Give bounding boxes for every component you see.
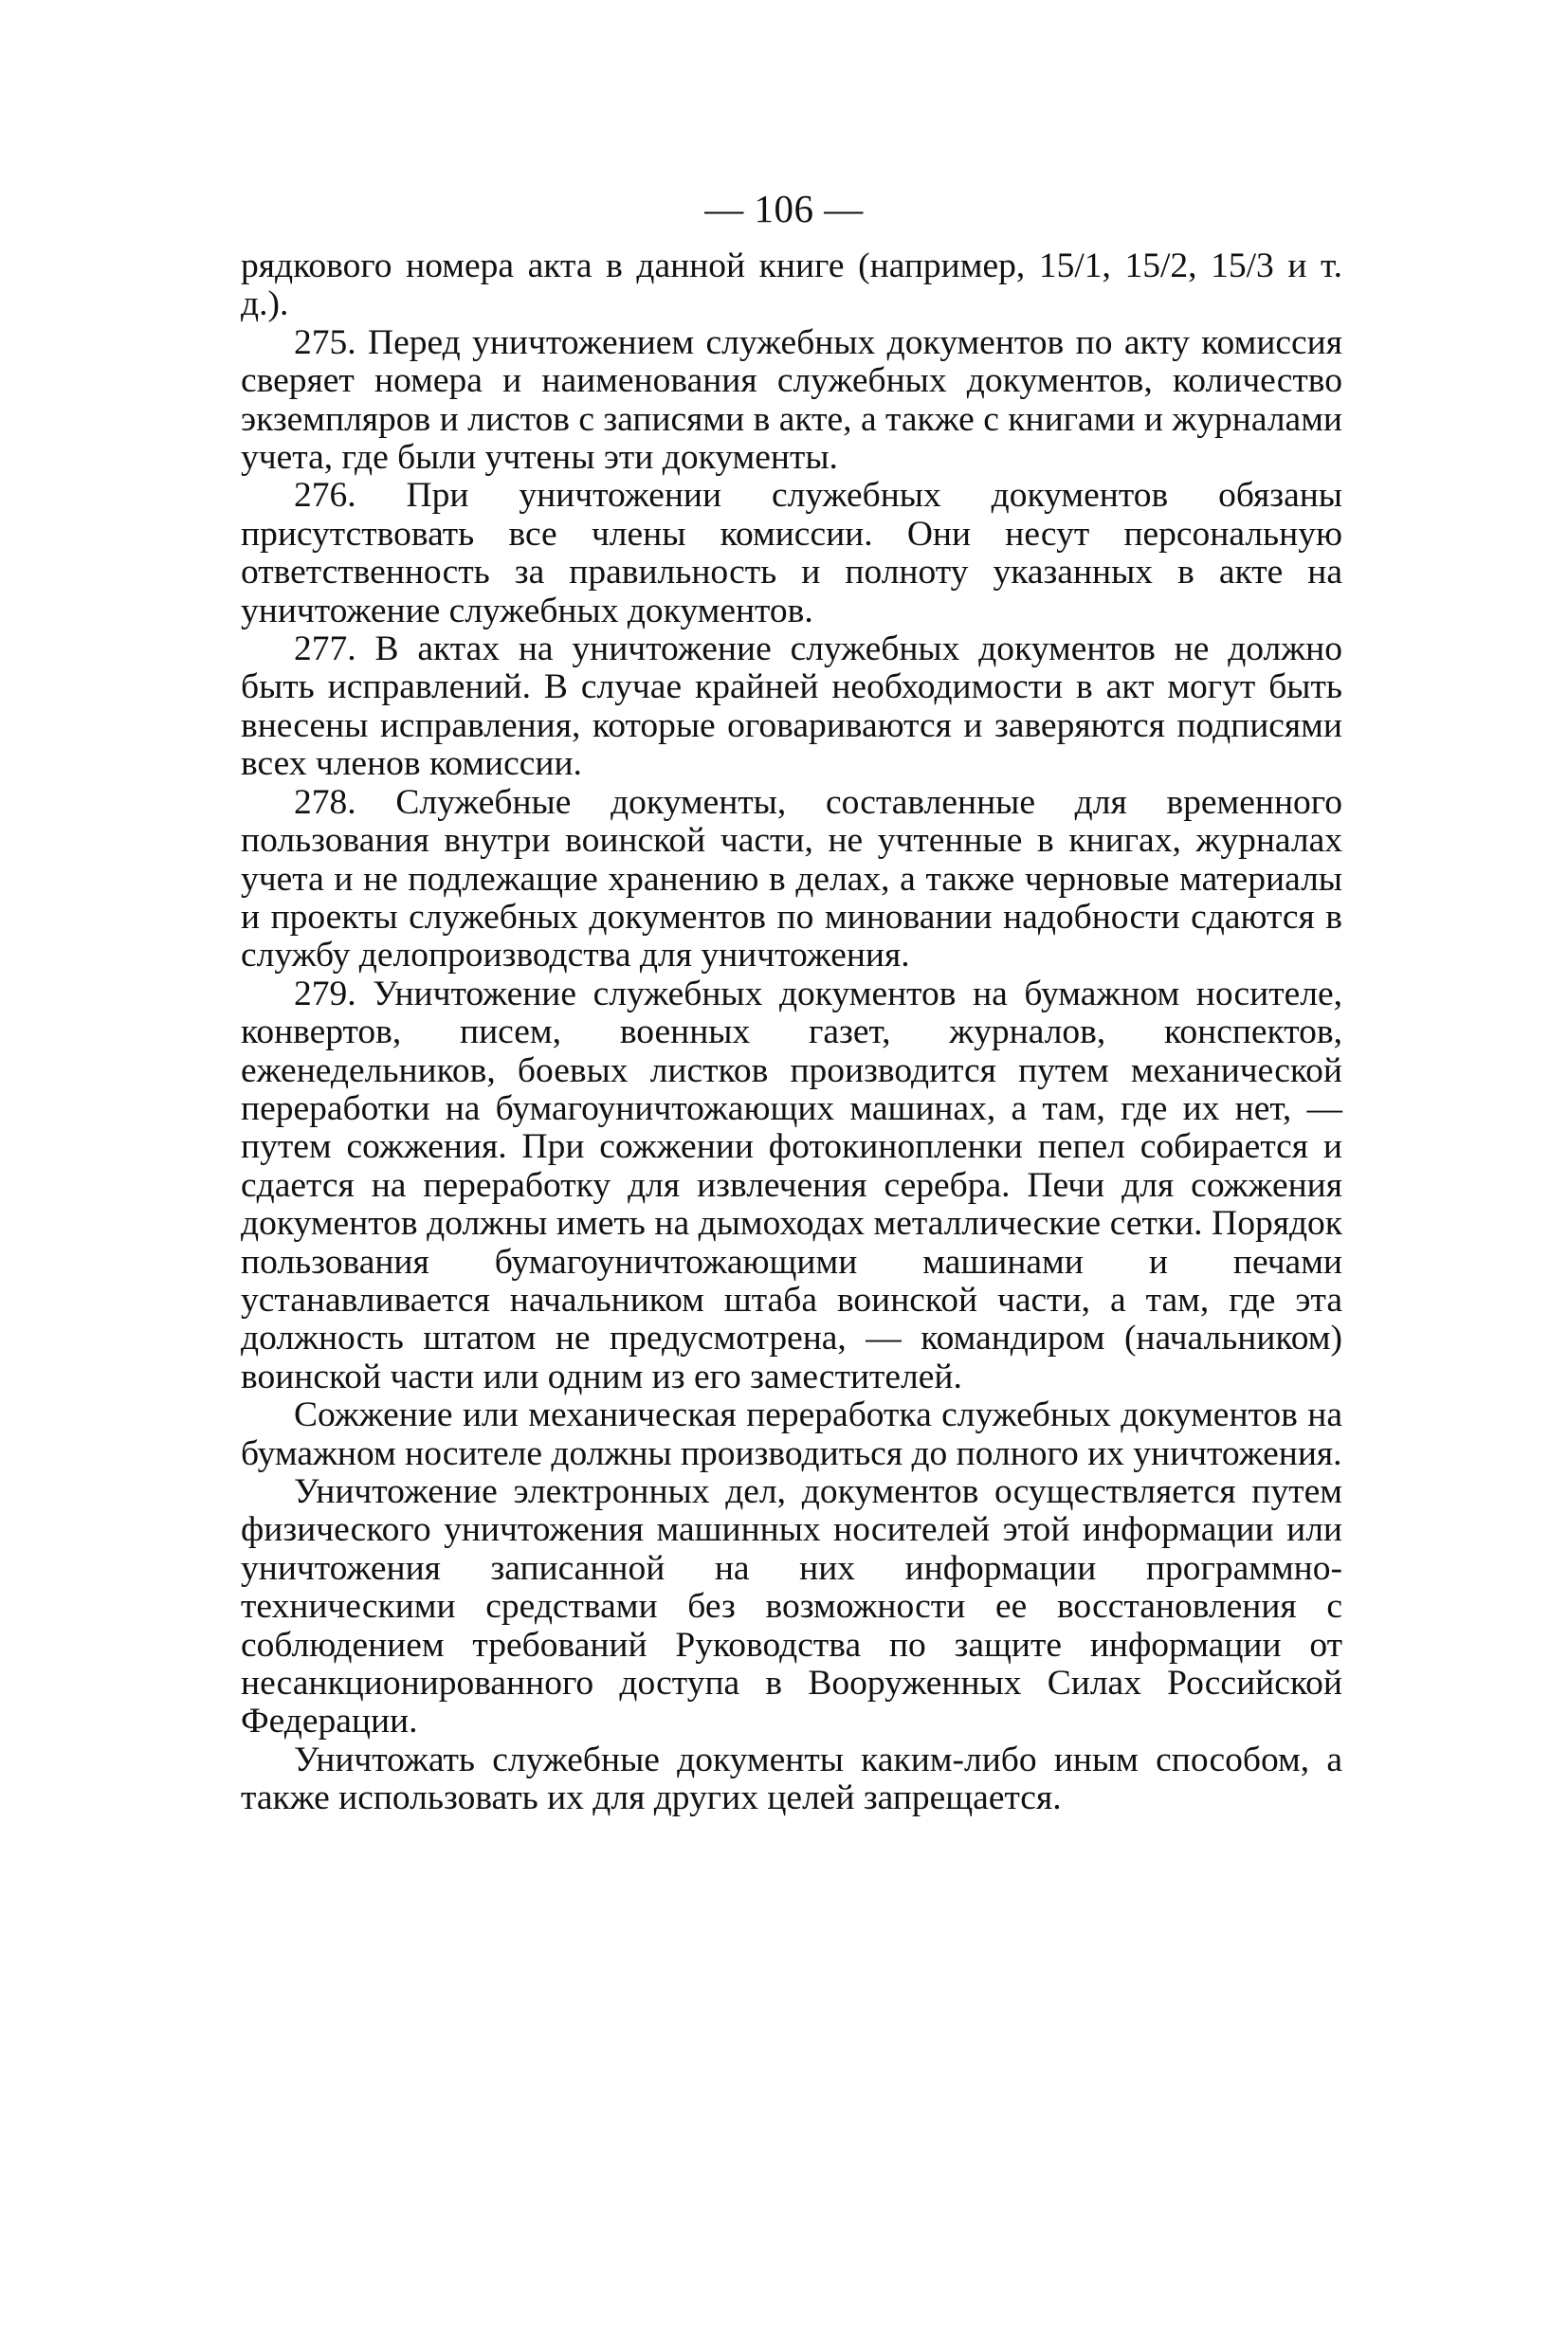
- paragraph-continuation: рядкового номера акта в данной книге (например, 15/1, 15/2, 15/3 и т. д.).: [241, 246, 1342, 324]
- paragraph-electronic: Уничтожение электронных дел, документов осуществляется путем физического уничтожения машинных носителей этой информации или уничтожения записанной на них информации программно-техническими средствами без возможности ее восстановления с соблюдением требований Руководства по защите информации от несанкционированного доступа в Вооруженных Силах Российской Федерации.: [241, 1472, 1342, 1741]
- paragraph-278: 278. Служебные документы, составленные для временного пользования внутри воинской части, не учтенные в книгах, журналах учета и не подлежащие хранению в делах, а также черновые материалы и проекты служебных документов по миновании надобности сдаются в службу делопроизводства для уничтожения.: [241, 782, 1342, 975]
- paragraph-prohibition: Уничтожать служебные документы каким-либо иным способом, а также использовать их для других целей запрещается.: [241, 1740, 1342, 1818]
- paragraph-276: 276. При уничтожении служебных документов обязаны присутствовать все члены комиссии. Они несут персональную ответственность за правильность и полноту указанных в акте на уничтожение служебных документов.: [241, 476, 1342, 630]
- body-text: [241, 247, 1342, 1818]
- page-number: — 106 —: [704, 187, 864, 230]
- paragraph-277: 277. В актах на уничтожение служебных документов не должно быть исправлений. В случае крайней необходимости в акт могут быть внесены исправления, которые оговариваются и заверяются подписями всех членов комиссии.: [241, 629, 1342, 784]
- paragraph-275: 275. Перед уничтожением служебных документов по акту комиссия сверяет номера и наименования служебных документов, количество экземпляров и листов с записями в акте, а также с книгами и журналами учета, где были учтены эти документы.: [241, 322, 1342, 478]
- paragraph-279: 279. Уничтожение служебных документов на бумажном носителе, конвертов, писем, военных газет, журналов, конспектов, еженедельников, боевых листков производится путем механической переработки на бумагоуничтожающих машинах, а там, где их нет, — путем сожжения. При сожжении фотокинопленки пепел собирается и сдается на переработку для извлечения серебра. Печи для сожжения документов должны иметь на дымоходах металлические сетки. Порядок пользования бумагоуничтожающими машинами и печами устанавливается начальником штаба воинской части, а там, где эта должность штатом не предусмотрена, — командиром (начальником) воинской части или одним из его заместителей.: [241, 974, 1342, 1396]
- paragraph-burning: Сожжение или механическая переработка служебных документов на бумажном носителе должны производиться до полного их уничтожения.: [241, 1395, 1342, 1473]
